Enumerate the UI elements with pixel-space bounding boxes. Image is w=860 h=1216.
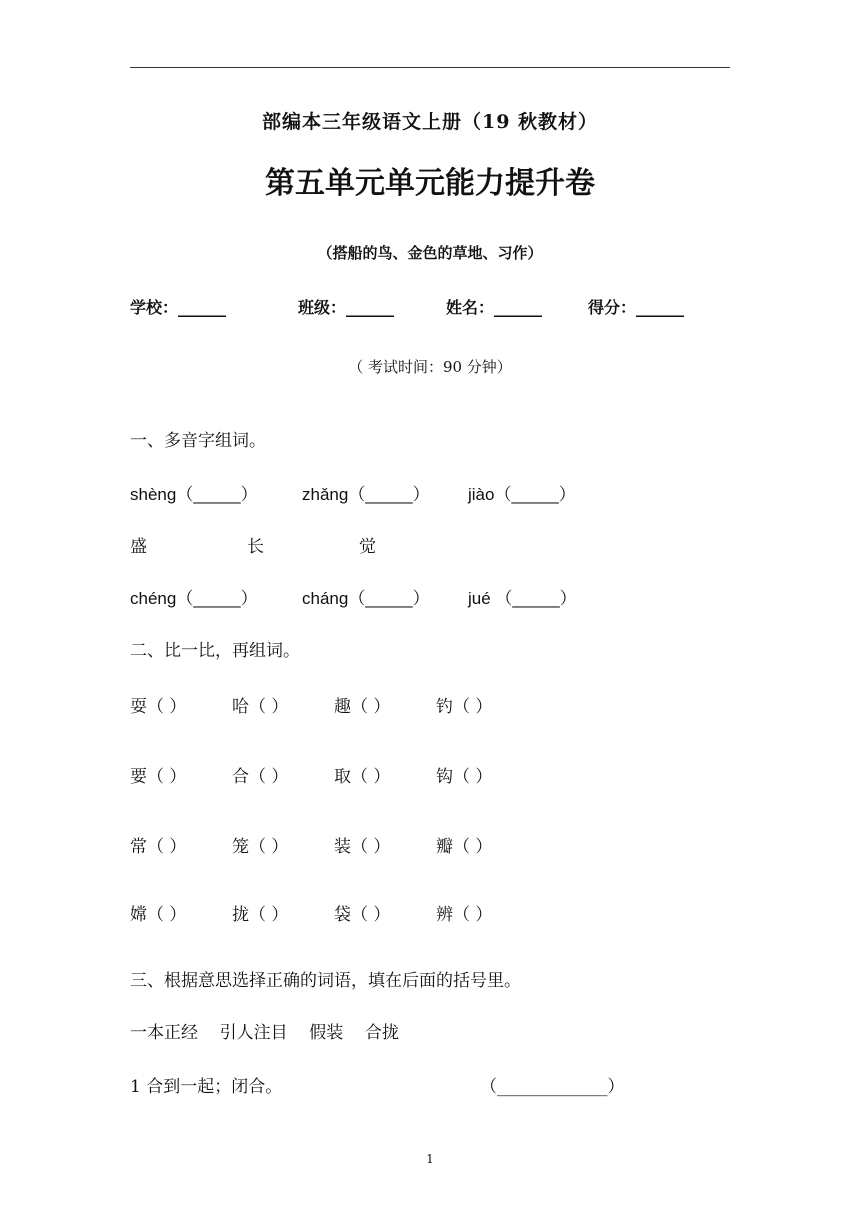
compare-item: 辨（ ） xyxy=(436,905,493,925)
name-field: 姓名：______ xyxy=(446,298,543,317)
question-1-text: 1 合到一起；闭合。 xyxy=(130,1077,283,1097)
document-subtitle: 部编本三年级语文上册（19 秋教材） xyxy=(261,111,599,133)
lesson-topics: （搭船的鸟、金色的草地、习作） xyxy=(317,244,543,262)
compare-item: 趣（ ） xyxy=(334,697,391,717)
page-number: 1 xyxy=(426,1152,434,1166)
compare-item: 装（ ） xyxy=(334,837,391,857)
compare-item: 哈（ ） xyxy=(232,697,289,717)
compare-item: 钓（ ） xyxy=(436,697,493,717)
compare-item: 袋（ ） xyxy=(334,905,391,925)
pinyin-blank: chéng（_____） xyxy=(130,589,258,608)
compare-item: 瓣（ ） xyxy=(436,837,493,857)
document-title: 第五单元单元能力提升卷 xyxy=(265,166,595,201)
exam-time: （ 考试时间：90 分钟） xyxy=(348,358,512,376)
pinyin-blank: jué （_____） xyxy=(468,589,577,608)
compare-item: 笼（ ） xyxy=(232,837,289,857)
school-field: 学校：______ xyxy=(130,298,227,317)
polyphone-char: 盛 xyxy=(130,537,147,557)
section2-heading: 二、比一比，再组词。 xyxy=(130,641,300,661)
section3-heading: 三、根据意思选择正确的词语，填在后面的括号里。 xyxy=(130,971,521,991)
polyphone-char: 觉 xyxy=(359,537,376,557)
compare-item: 钩（ ） xyxy=(436,767,493,787)
class-field: 班级：______ xyxy=(298,298,395,317)
header-rule xyxy=(130,67,730,68)
polyphone-char: 长 xyxy=(247,537,264,557)
compare-item: 耍（ ） xyxy=(130,697,187,717)
pinyin-blank: jiào（_____） xyxy=(468,485,576,504)
compare-item: 合（ ） xyxy=(232,767,289,787)
section1-heading: 一、多音字组词。 xyxy=(130,431,266,451)
compare-item: 要（ ） xyxy=(130,767,187,787)
compare-item: 取（ ） xyxy=(334,767,391,787)
pinyin-blank: shèng（_____） xyxy=(130,485,258,504)
compare-item: 嫦（ ） xyxy=(130,905,187,925)
compare-item: 拢（ ） xyxy=(232,905,289,925)
word-bank: 一本正经 引人注目 假装 合拢 xyxy=(130,1023,399,1043)
question-1-answer-blank: （_____________） xyxy=(480,1077,625,1097)
pinyin-blank: cháng（_____） xyxy=(302,589,430,608)
score-field: 得分：______ xyxy=(588,298,685,317)
compare-item: 常（ ） xyxy=(130,837,187,857)
pinyin-blank: zhǎng（_____） xyxy=(302,485,430,504)
